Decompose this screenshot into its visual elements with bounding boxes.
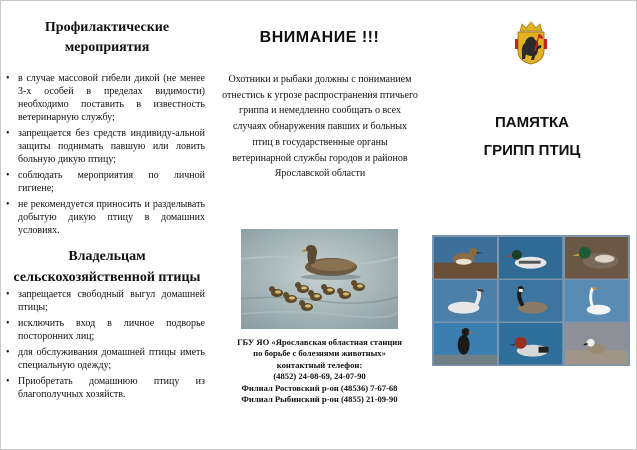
warning-text: Охотники и рыбаки должны с пониманием отнестись к угрозе распространения птичьего гриппа и немедленно сообщать о всех случаях обнаружения павших и больных птиц в государственные органы ветеринарной службы городов и районов Ярославской области [222,74,418,180]
yaroslavl-coat-of-arms-icon [512,21,550,65]
list-item: • запрещается без средств индивиду-альной защиты поднимать павшую или ловить больную дикую птицу; [6,128,205,165]
brochure-title [426,109,637,165]
bullet-icon: • [6,289,10,300]
poultry-list [5,288,205,404]
contact-label: контактный телефон: [276,359,363,370]
attention-heading: ВНИМАНИЕ !!! [259,29,380,46]
bird-photo-plover [565,323,628,365]
title-line-memo: ПАМЯТКА [494,114,570,131]
left-column [1,1,213,449]
bullet-icon: • [6,376,10,387]
heading-poultry-owners: Владельцам сельскохозяйственной птицы [13,249,201,285]
list-item: • соблюдать мероприятия по личной гигиене; [6,170,205,194]
bullet-icon: • [6,170,10,181]
bullet-icon: • [6,318,10,329]
duck-with-ducklings-photo [241,229,398,329]
bird-photo-canada-goose [499,280,562,322]
bird-photo-grid [432,235,630,366]
bird-photo-goose-white [434,280,497,322]
bird-photo-merganser [499,237,562,279]
list-item: • исключить вход в личное подворье посторонних лиц; [6,318,205,342]
bird-photo-pochard [499,323,562,365]
list-item: • Приобретать домашнюю птицу из благополучных хозяйств. [6,376,205,400]
middle-column [214,1,425,449]
bird-photo-sandpiper [434,237,497,279]
bullet-icon: • [6,128,10,139]
phone-main: (4852) 24-08-69, 24-07-90 [273,371,366,382]
bird-photo-mallard [565,237,628,279]
list-item: • для обслуживания домашней птицы иметь специальную одежду; [6,347,205,371]
bird-photo-swan [565,280,628,322]
list-item: • в случае массовой гибели дикой (не менее 3-х особей в пределах видимости) необходимо поставить в известность ветеринарную службу; [6,73,205,123]
bullet-icon: • [6,347,10,358]
bird-photo-cormorant [434,323,497,365]
heading-prevention: Профилактические мероприятия [44,20,170,55]
org-name-line2: по борьбе с болезнями животных» [253,348,386,359]
phone-rostov: Филиал Ростовский р-он (48536) 7-67-68 [241,382,398,393]
phone-rybinsk: Филиал Рыбинский р-он (4855) 21-09-90 [241,394,398,405]
bullet-icon: • [6,73,10,84]
bullet-icon: • [6,199,10,210]
prevention-list [5,72,205,240]
org-name-line1: ГБУ ЯО «Ярославская областная станция [237,337,402,347]
list-item: • запрещается свободный выгул домашней птицы; [6,289,205,313]
contacts-block [214,337,425,405]
right-column [426,1,637,449]
list-item: • не рекомендуется приносить и разделывать добытую дикую птицу в домашних условиях. [6,199,205,236]
title-line-bird-flu: ГРИПП ПТИЦ [483,142,581,159]
